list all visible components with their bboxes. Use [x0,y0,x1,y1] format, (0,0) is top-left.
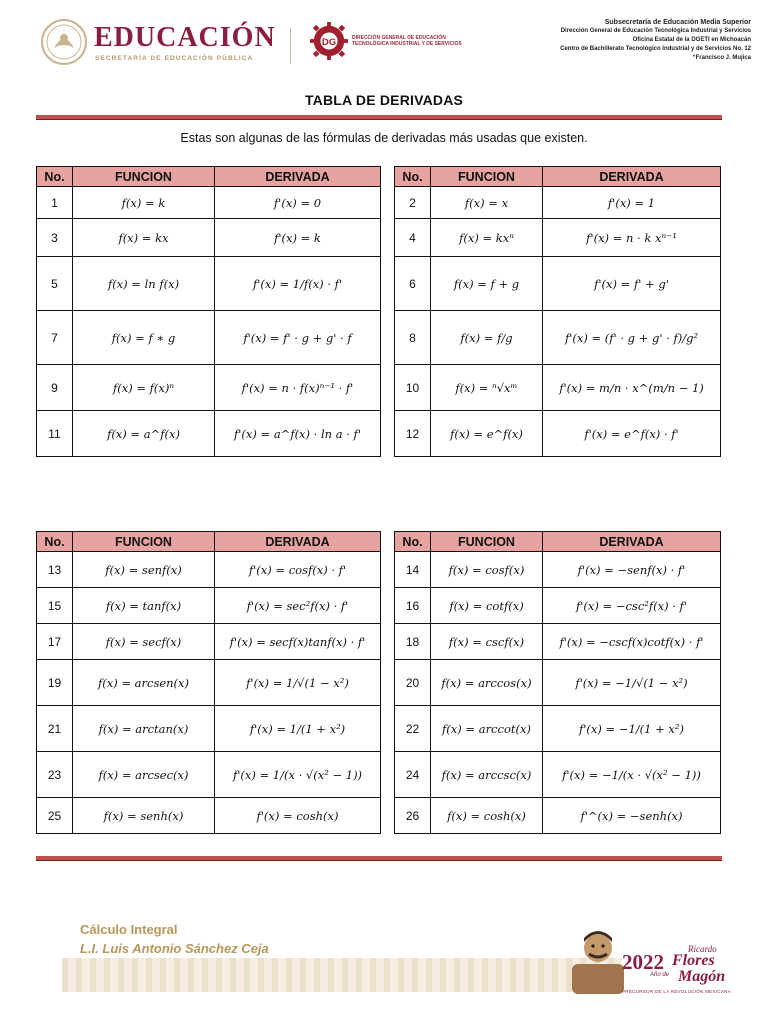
function-cell: f(x) = cscf(x) [431,624,543,660]
no-header: No. [395,167,431,187]
function-cell: f(x) = e^f(x) [431,411,543,457]
row-number: 11 [37,411,73,457]
row-number: 3 [37,219,73,257]
derivative-cell: f'^(x) = −senh(x) [543,798,721,834]
row-number: 1 [37,187,73,219]
table-row [37,624,381,660]
portrait-illustration [572,924,624,994]
dgeti-line-1: DIRECCIÓN GENERAL DE EDUCACIÓN [352,35,446,41]
function-cell: f(x) = cotf(x) [431,588,543,624]
row-number: 2 [395,187,431,219]
function-cell: f(x) = kxⁿ [431,219,543,257]
institution-lines [491,18,751,63]
row-number: 10 [395,365,431,411]
derivative-cell: f'(x) = a^f(x) · ln a · f' [215,411,381,457]
row-number: 6 [395,257,431,311]
table-row [395,219,721,257]
function-cell: f(x) = x [431,187,543,219]
table-row [37,311,381,365]
row-number: 24 [395,752,431,798]
derivative-cell: f'(x) = e^f(x) · f' [543,411,721,457]
derivative-cell: f'(x) = (f' · g + g' · f)/g² [543,311,721,365]
institution-line: Dirección General de Educación Tecnológica Industrial y Servicios [560,28,751,34]
derivative-cell: f'(x) = 1/f(x) · f' [215,257,381,311]
document-title: TABLA DE DERIVADAS [304,92,464,108]
row-number: 23 [37,752,73,798]
table-row [395,411,721,457]
row-number: 18 [395,624,431,660]
derivative-header: DERIVADA [215,532,381,552]
footer-decoration-band [62,958,622,992]
year-of-label: Año de [650,972,670,978]
derivatives-table-bottom-left [36,531,381,834]
row-number: 22 [395,706,431,752]
table-row [395,660,721,706]
hero-last-name-1: Flores [672,952,715,969]
derivative-cell: f'(x) = n · f(x)ⁿ⁻¹ · f' [215,365,381,411]
institution-line: “Francisco J. Mujica [692,55,751,61]
derivative-cell: f'(x) = m/n · x^(m/n − 1) [543,365,721,411]
derivative-cell: f'(x) = 1/(1 + x²) [215,706,381,752]
function-cell: f(x) = cosf(x) [431,552,543,588]
dgeti-line-2: TECNOLÓGICA INDUSTRIAL Y DE SERVICIOS [352,41,462,47]
table-row [37,257,381,311]
row-number: 17 [37,624,73,660]
hero-first-name: Ricardo [688,944,717,954]
row-number: 14 [395,552,431,588]
derivatives-table-bottom-right [394,531,721,834]
table-row [37,552,381,588]
table-row [395,187,721,219]
function-cell: f(x) = k [73,187,215,219]
bottom-rule [36,856,722,861]
function-cell: f(x) = arccsc(x) [431,752,543,798]
function-header: FUNCION [431,167,543,187]
table-row [37,588,381,624]
brand-subtitle: SECRETARÍA DE EDUCACIÓN PÚBLICA [95,55,254,62]
derivative-cell: f'(x) = −1/√(1 − x²) [543,660,721,706]
derivative-cell: f'(x) = sec²f(x) · f' [215,588,381,624]
function-cell: f(x) = arcsen(x) [73,660,215,706]
hero-last-name-2: Magón [678,968,726,985]
function-header: FUNCION [73,167,215,187]
derivative-cell: f'(x) = k [215,219,381,257]
derivative-cell: f'(x) = 1/(x · √(x² − 1)) [215,752,381,798]
table-row [395,311,721,365]
table-row [37,411,381,457]
table-row [37,798,381,834]
function-cell: f(x) = arccos(x) [431,660,543,706]
derivative-cell: f'(x) = cosf(x) · f' [215,552,381,588]
function-cell: f(x) = arccot(x) [431,706,543,752]
derivative-cell: f'(x) = f' + g' [543,257,721,311]
derivative-header: DERIVADA [543,167,721,187]
function-header: FUNCION [73,532,215,552]
derivative-header: DERIVADA [543,532,721,552]
row-number: 8 [395,311,431,365]
row-number: 21 [37,706,73,752]
derivative-cell: f'(x) = −cscf(x)cotf(x) · f' [543,624,721,660]
function-cell: f(x) = f(x)ⁿ [73,365,215,411]
row-number: 19 [37,660,73,706]
derivative-header: DERIVADA [215,167,381,187]
row-number: 9 [37,365,73,411]
derivative-cell: f'(x) = −1/(1 + x²) [543,706,721,752]
header-divider [290,28,291,64]
institution-line: Oficina Estatal de la DGETI en Michoacán [632,37,751,43]
row-number: 15 [37,588,73,624]
dgeti-name [352,35,462,47]
intro-text: Estas son algunas de las fórmulas de derivadas más usadas que existen. [180,131,588,145]
row-number: 12 [395,411,431,457]
derivative-cell: f'(x) = n · k xⁿ⁻¹ [543,219,721,257]
page-header [0,0,768,80]
function-cell: f(x) = f + g [431,257,543,311]
table-row [37,752,381,798]
table-row [37,187,381,219]
function-cell: f(x) = cosh(x) [431,798,543,834]
function-cell: f(x) = kx [73,219,215,257]
function-cell: f(x) = ln f(x) [73,257,215,311]
row-number: 4 [395,219,431,257]
function-cell: f(x) = senh(x) [73,798,215,834]
year-label: 2022 [622,950,664,974]
row-number: 5 [37,257,73,311]
institution-line: Centro de Bachillerato Tecnológico Industrial y de Servicios No. 12 [560,46,751,52]
table-row [395,752,721,798]
function-cell: f(x) = arcsec(x) [73,752,215,798]
institution-line: Subsecretaría de Educación Media Superior [604,19,751,26]
row-number: 26 [395,798,431,834]
row-number: 13 [37,552,73,588]
table-row [395,706,721,752]
national-seal-icon [40,18,88,66]
function-header: FUNCION [431,532,543,552]
teacher-name: L.I. Luis Antonio Sánchez Ceja [80,941,269,956]
derivative-cell: f'(x) = −csc²f(x) · f' [543,588,721,624]
function-cell: f(x) = senf(x) [73,552,215,588]
table-row [395,365,721,411]
derivative-cell: f'(x) = −1/(x · √(x² − 1)) [543,752,721,798]
no-header: No. [395,532,431,552]
table-row [395,257,721,311]
function-cell: f(x) = arctan(x) [73,706,215,752]
no-header: No. [37,532,73,552]
svg-text:DG: DG [321,36,337,48]
table-header-row [395,167,721,187]
table-header-row [37,532,381,552]
table-row [395,552,721,588]
table-row [37,365,381,411]
row-number: 25 [37,798,73,834]
derivatives-table-top-left [36,166,381,457]
derivative-cell: f'(x) = 0 [215,187,381,219]
row-number: 20 [395,660,431,706]
brand-title: EDUCACIÓN [94,22,276,53]
function-cell: f(x) = tanf(x) [73,588,215,624]
table-row [37,219,381,257]
table-row [395,798,721,834]
derivative-cell: f'(x) = secf(x)tanf(x) · f' [215,624,381,660]
derivative-cell: f'(x) = cosh(x) [215,798,381,834]
derivative-cell: f'(x) = f' · g + g' · f [215,311,381,365]
table-row [37,660,381,706]
derivatives-table-top-right [394,166,721,457]
hero-caption: PRECURSOR DE LA REVOLUCIÓN MEXICANA [622,989,732,994]
table-row [37,706,381,752]
dgeti-gear-logo-icon [310,22,348,60]
table-row [395,624,721,660]
derivative-cell: f'(x) = 1 [543,187,721,219]
function-cell: f(x) = ⁿ√xᵐ [431,365,543,411]
table-header-row [37,167,381,187]
row-number: 16 [395,588,431,624]
function-cell: f(x) = a^f(x) [73,411,215,457]
derivative-cell: f'(x) = −senf(x) · f' [543,552,721,588]
course-name: Cálculo Integral [80,922,178,937]
table-header-row [395,532,721,552]
row-number: 7 [37,311,73,365]
function-cell: f(x) = f ∗ g [73,311,215,365]
title-rule [36,115,722,120]
function-cell: f(x) = secf(x) [73,624,215,660]
derivative-cell: f'(x) = 1/√(1 − x²) [215,660,381,706]
no-header: No. [37,167,73,187]
table-row [395,588,721,624]
function-cell: f(x) = f/g [431,311,543,365]
